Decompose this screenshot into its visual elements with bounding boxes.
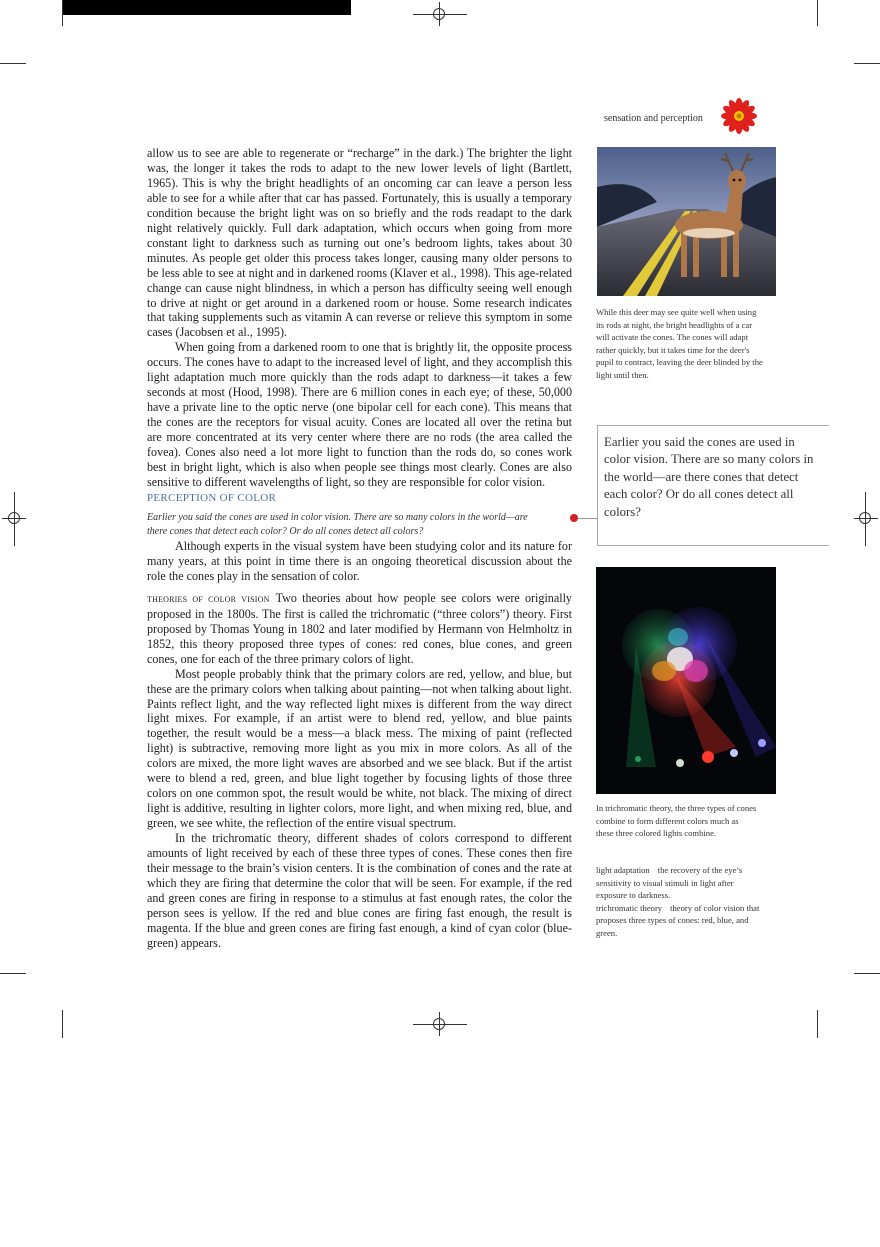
glossary-term: trichromatic theory <box>596 902 663 913</box>
callout-leader-line <box>578 518 597 519</box>
glossary-term: light adaptation <box>596 865 650 875</box>
glossary-entry <box>596 864 766 902</box>
paragraph: In the trichromatic theory, different shades of colors correspond to different amounts of light received by each of these three types of cones. These cones then fire their message to the brain’s vision centers. It is the combination of cones and the rate at which they are firing that determine the color that will be seen. For example, if the red and green cones are firing in response to a stimulus at fast enough rates, the color the person sees is yellow. If the red and blue cones are firing fast enough, the result is magenta. If the blue and green cones are firing fast enough, a kind of cyan color (blue-green) appears. <box>147 831 572 950</box>
crop-mark <box>0 973 26 974</box>
running-head: sensation and perception <box>604 113 703 124</box>
flower-icon <box>719 96 759 136</box>
subsection-heading: theories of color vision <box>147 592 270 605</box>
crop-mark <box>854 63 880 64</box>
crop-mark <box>817 0 818 26</box>
glossary-definition: the recovery of the eye’s sensitivity to visual stimuli in light after exposure to darkness. <box>596 865 743 901</box>
crop-mark <box>62 1010 63 1038</box>
glossary-entry <box>596 902 766 940</box>
paragraph: Although experts in the visual system have been studying color and its nature for many years, at this point in time there is an ongoing theoretical discussion about the role the cones play in the sensation of color. <box>147 539 572 583</box>
callout-marker-icon <box>570 514 578 522</box>
margin-question-callout: Earlier you said the cones are used in color vision. There are so many colors in the world—are there cones that detect each color? Or do all cones detect all colors? <box>597 425 829 546</box>
glossary <box>596 864 766 940</box>
body-text-top <box>147 146 572 490</box>
paragraph <box>147 591 572 667</box>
crop-mark <box>62 0 63 26</box>
lights-caption: In trichromatic theory, the three types of cones combine to form different colors much as these three colored lights combine. <box>596 803 757 839</box>
deer-photo <box>597 147 776 296</box>
crop-mark <box>854 973 880 974</box>
deer-caption: While this deer may see quite well when using its rods at night, the bright headlights of a car will activate the cones. The cones will adapt rather quickly, but it takes time for the deer's pupil to contract, leaving the deer blinded by the light until then. <box>596 307 763 380</box>
paragraph: Most people probably think that the primary colors are red, yellow, and blue, but these are the primary colors when talking about painting—not when talking about light. Paints reflect light, and the way reflected light mixes is different from the way direct light mixes. For example, if an artist were to blend red, yellow, and blue paints together, the result would be a mess—a black mess. The mixing of paint (reflected light) is subtractive, removing more light as you mix in more colors. As all of the colors are mixed, the more light waves are absorbed and we see black. But if the artist were to blend a red, green, and blue light together by focusing lights of those three colors on one common spot, the result would be white, not black. The mixing of direct light is additive, resulting in lighter colors, more light, and when mixing red, blue, and green, we see white, the reflection of the entire visual spectrum. <box>147 666 572 831</box>
print-color-bar <box>62 0 351 15</box>
registration-mark <box>433 1018 445 1030</box>
crop-mark <box>817 1010 818 1038</box>
section-heading: PERCEPTION OF COLOR <box>147 492 277 504</box>
glossary-definition: theory of color vision that proposes three types of cones: red, blue, and green. <box>596 902 760 938</box>
margin-question-inline: Earlier you said the cones are used in color vision. There are so many colors in the world—are there cones that detect each color? Or do all cones detect all colors? <box>147 512 528 537</box>
body-text-section <box>147 539 572 951</box>
paragraph-text: Two theories about how people see colors were originally proposed in the 1800s. The first is called the trichromatic (“three colors”) theory. First proposed by Thomas Young in 1802 and later modified by Hermann von Helmholtz in 1852, this theory proposed three types of cones: red cones, blue cones, and green cones, one for each of the three primary colors of light. <box>147 590 572 666</box>
colored-lights-photo <box>596 567 776 794</box>
registration-mark <box>433 8 445 20</box>
paragraph: allow us to see are able to regenerate or “recharge” in the dark.) The brighter the light was, the longer it takes the rods to adapt to the new lower levels of light (Bartlett, 1965). This is why the bright headlights of an oncoming car can leave a person less able to see for a while after that car has passed. Fortunately, this is usually a temporary condition because the bright light was on so briefly and the rods readapt to the dark night relatively quickly. Full dark adaptation, which occurs when going from more constant light to darkness such as turning out one’s bedroom lights, takes about 30 minutes. As people get older this process takes longer, causing many older persons to be less able to see at night and in darkened rooms (Klaver et al., 1998). This age-related change can cause night blindness, in which a person has difficulty seeing well enough to drive at night or get around in a darkened room or house. Some research indicates that taking supplements such as vitamin A can reverse or relieve this symptom in some cases (Jacobsen et al., 1995). <box>147 146 572 340</box>
crop-mark <box>0 63 26 64</box>
registration-mark <box>859 512 871 524</box>
registration-mark <box>8 512 20 524</box>
paragraph: When going from a darkened room to one that is brightly lit, the opposite process occurs. The cones have to adapt to the increased level of light, and they accomplish this light adaptation much more quickly than the rods adapt to darkness—it takes a few seconds at most (Hood, 1998). There are 6 million cones in each eye; of these, 50,000 have a private line to the optic nerve (one bipolar cell for each cone). This means that the cones are the receptors for visual acuity. Cones are located all over the retina but are more concentrated at its very center where there are no rods (the area called the fovea). Cones also need a lot more light to function than the rods do, so cones work best in bright light, which is also when people see things most clearly. Cones are also sensitive to different wavelengths of light, so they are responsible for color vision. <box>147 340 572 489</box>
